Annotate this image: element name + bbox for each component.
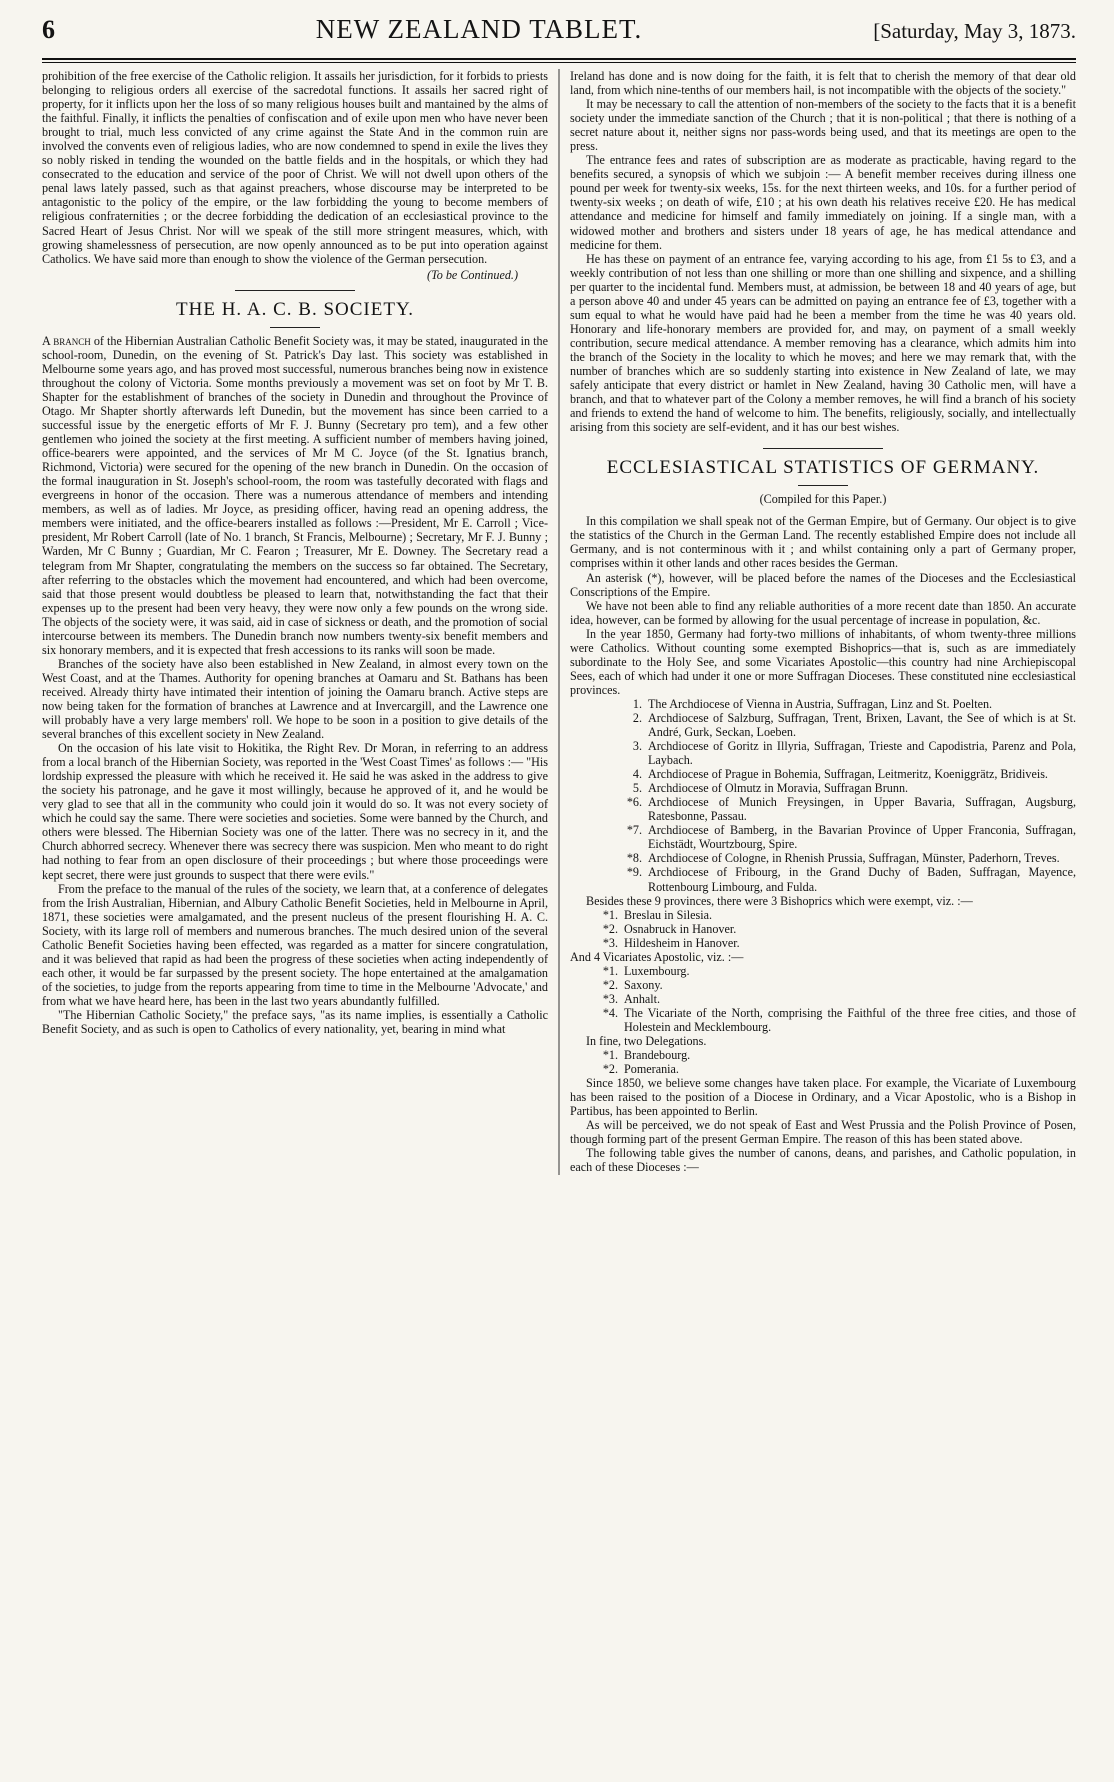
society-paragraph-8: He has these on payment of an entrance fee, varying according to his age, from £1 5s to £3, and a weekly contribution of not less than one shilling or more than one shilling and sixpence, and a shilling per quarter to the incidental fund. Members must, at admission, be between 18 and 40 years of age, but a person above 40 and under 45 years can be admitted on paying an entrance fee of £3, together with a sum equal to what he would have paid had he been a member from the time he was 40 years old. Honorary and life-honorary members are provided for, and may, on payment of a small weekly contribution, secure medical attendance. A member removing has a clearance, which admits him into the branch of the Society in the locality to which he moves; and here we may remark that, with the number of branches which are so suddenly starting into existence in New Zealand of late, we may safely anticipate that every district or hamlet in New Zealand, having 30 Catholic men, will have a branch, and that to whatever part of the Colony a member removes, he will find a branch of his society and friends to extend the hand of welcome to him. The benefits, religiously, socially, and intellectually arising from this society are self-evident, and it has our best wishes. — [570, 251, 1076, 435]
bishoprics-list — [570, 908, 1076, 950]
province-item-number: *9. — [626, 865, 642, 880]
delegations-list — [570, 1048, 1076, 1076]
right-column — [570, 69, 1076, 1175]
province-item — [570, 851, 1076, 865]
bishopric-item — [570, 922, 1076, 936]
province-item-text: Archdiocese of Olmutz in Moravia, Suffragan Brunn. — [648, 781, 909, 796]
society-paragraph-7: The entrance fees and rates of subscription are as moderate as practicable, having regard to the benefits secured, a synopsis of which we subjoin :— A benefit member receives during illness one pound per week for twenty-six weeks, 15s. for the next thirteen weeks, and 10s. for a further period of twenty-six weeks ; on death of wife, £10 ; at his own death his relatives receive £20. He has medical attendance and medicine for himself and family immediately on joining. If a single man, with a widowed mother and brothers and sisters under 18 years of age, he has medical attendance and medicine for them. — [570, 153, 1076, 252]
province-item — [570, 697, 1076, 711]
bishopric-item-text: Hildesheim in Hanover. — [624, 935, 740, 950]
issue-date: [Saturday, May 3, 1873. — [873, 19, 1076, 43]
page-number: 6 — [42, 15, 55, 44]
vicariate-item — [570, 992, 1076, 1006]
delegation-item-text: Brandebourg. — [624, 1048, 691, 1063]
vicariate-item-text: Anhalt. — [624, 991, 661, 1006]
society-paragraph-1 — [42, 334, 548, 657]
newspaper-title: NEW ZEALAND TABLET. — [315, 14, 643, 44]
province-item-number: *6. — [626, 795, 642, 810]
eccl-paragraph-6: As will be perceived, we do not speak of East and West Prussia and the Polish Province of Posen, though forming part of the present German Empire. The reason of this has been stated above. — [570, 1118, 1076, 1147]
province-item — [570, 711, 1076, 739]
society-paragraph-4: From the preface to the manual of the rules of the society, we learn that, at a conference of delegates from the Irish Australian, Hibernian, and Albury Catholic Benefit Societies, held in Melbourne in April, 1871, these societies were amalgamated, and the present nucleus of the present flourishing H. A. C. Society, with its large roll of members and numerous branches. The much desired union of the several Catholic Benefit Societies having been effected, was regarded as a matter for sincere congratulation, and it was believed that rapid as had been the progress of these societies when acting independently of each other, it would be far surpassed by the present society. The hope entertained at the amalgamation of the societies, to judge from the reports appearing from time to time in the Melbourne 'Advocate,' and from what we have heard here, has been in the last two years abundantly fulfilled. — [42, 881, 548, 1008]
bishopric-item-number: *1. — [602, 907, 618, 922]
persecution-paragraph: prohibition of the free exercise of the Catholic religion. It assails her jurisdiction, for it forbids to priests belonging to religious orders all exercise of the sacredotal functions. It assails her sacred right of property, for it inflicts upon her the loss of so many religious houses built and mantained by the alms of the faithful. Finally, it inflicts the penalties of confiscation and of exile upon men who have never been brought to trial, much less convicted of any crime against the State And in the common ruin are involved the convents even of religious ladies, who are now condemned to spend in exile the lives they so nobly risked in tending the wounded on the battle fields and in the hospitals, or which they had consecrated to the education and service of the poor of Christ. We will not dwell upon others of the penal laws lately passed, such as that against preachers, whose discourse may be interpreted to be antagonistic to the policy of the empire, or the law forbidding the young to become members of religious confraternities ; or the decree forbidding the dedication of an ecclesiastical province to the Sacred Heart of Jesus Christ. Nor will we speak of the still more stringent measures, which, with growing shamelessness of persecution, are now openly announced as to be put into operation against Catholics. We have said more than enough to show the violence of the German persecution. — [42, 69, 548, 266]
society-paragraph-1-text: of the Hibernian Australian Catholic Benefit Society was, it may be stated, inaugurated in the school-room, Dunedin, on the evening of St. Patrick's Day last. This society was established in Melbourne some years ago, and has proved most successful, numerous branches being now in existence throughout the colony of Victoria. Some months previously a movement was set on foot by Mr T. B. Shapter for the establishment of branches of the society in Dunedin and throughout the Province of Otago. Mr Shapter shortly afterwards left Dunedin, but the movement has since been carried to a successful issue by the energetic efforts of Mr F. J. Bunny (Secretary pro tem), and a few other gentlemen who joined the society at the first meeting. A sufficient number of members having joined, office-bearers were appointed, and the services of Mr M C. Joyce (of the St. Ignatius branch, Richmond, Victoria) were secured for the opening of the new branch in Dunedin. On the occasion of the formal inauguration in St. Joseph's school-room, the room was tastefully decorated with flags and evergreens in honor of the occasion. There was a numerous attendance of members and intending members, as well as of ladies. Mr Joyce, as presiding officer, having read an opening address, the members were initiated, and the office-bearers installed as follows :—President, Mr E. Carroll ; Vice-president, Mr Robert Carroll (late of No. 1 branch, St Francis, Melbourne) ; Secretary, Mr F. J. Bunny ; Warden, Mr C Bunny ; Guardian, Mr C. Fearon ; Treasurer, Mr E. Downey. The Secretary read a telegram from Mr Shapter, congratulating the members on the success so far obtained. The Secretary, after referring to the obstacles which the movement had encountered, and which had been overcome, said that those present would doubtless be pleased to learn that, notwithstanding the fact that their expenses up to the present had been very heavy, they were now only a few pounds on the wrong side. The objects of the society were, it was said, aid in case of sickness or death, and the promotion of social intercourse between its members. The Dunedin branch now numbers twenty-six benefit members and six honorary members, and it is expected that fresh accessions to its ranks will soon be made. — [42, 333, 548, 657]
bishopric-item — [570, 936, 1076, 950]
province-item-number: 3. — [632, 739, 642, 754]
vicariate-item — [570, 978, 1076, 992]
eccl-paragraph-2: An asterisk (*), however, will be placed before the names of the Dioceses and the Ecclesiastical Conscriptions of the Empire. — [570, 570, 1076, 599]
eccl-paragraph-1: In this compilation we shall speak not of the German Empire, but of Germany. Our object is to give the statistics of the Church in the German Land. The recently established Empire does not include all Germany, and is not conterminous with it ; and whilst containing only a part of Germany proper, comprises within it other lands and other races besides the German. — [570, 514, 1076, 571]
bishopric-item-text: Osnabruck in Hanover. — [624, 921, 737, 936]
section-divider — [235, 290, 355, 291]
province-item — [570, 823, 1076, 851]
masthead — [42, 14, 1076, 52]
eccl-paragraph-5: Since 1850, we believe some changes have taken place. For example, the Vicariate of Luxembourg has been raised to the position of a Diocese in Ordinary, and a Vicar Apostolic, who is a Bishop in Partibus, has been appointed to Berlin. — [570, 1076, 1076, 1119]
society-paragraph-6: It may be necessary to call the attention of non-members of the society to the facts that it is a benefit society under the immediate sanction of the Church ; that it is non-political ; that there is nothing of a secret nature about it, neither signs nor pass-words being used, and that its meetings are open to the press. — [570, 97, 1076, 154]
delegation-item — [570, 1062, 1076, 1076]
vicariates-list — [570, 964, 1076, 1034]
vicariates-intro: And 4 Vicariates Apostolic, viz. :— — [570, 949, 744, 964]
province-item — [570, 781, 1076, 795]
delegation-item-number: *2. — [602, 1062, 618, 1077]
province-item — [570, 739, 1076, 767]
province-item-text: Archdiocese of Salzburg, Suffragan, Trent, Brixen, Lavant, the See of which is at St. André, Gurk, Seckan, Loeben. — [648, 710, 1076, 740]
bishopric-item — [570, 908, 1076, 922]
columns — [42, 69, 1076, 1175]
vicariate-item-text: Saxony. — [624, 977, 663, 992]
province-item-number: *8. — [626, 851, 642, 866]
continued-note: (To be Continued.) — [427, 267, 518, 282]
vicariate-item-number: *3. — [602, 991, 618, 1006]
delegation-item-number: *1. — [602, 1048, 618, 1063]
vicariate-item-number: *4. — [602, 1005, 618, 1020]
left-column — [42, 69, 548, 1175]
province-item-text: The Archdiocese of Vienna in Austria, Suffragan, Linz and St. Poelten. — [648, 696, 993, 711]
eccl-paragraph-3: We have not been able to find any reliable authorities of a more recent date than 1850. An accurate idea, however, can be formed by allowing for the usual percentage of increase in population, &c. — [570, 598, 1076, 627]
bishopric-item-number: *2. — [602, 921, 618, 936]
vicariate-item-text: The Vicariate of the North, comprising the Faithful of the three free cities, and those of Holestein and Mecklembourg. — [624, 1005, 1076, 1034]
province-item-number: 1. — [632, 696, 642, 711]
province-item-number: 2. — [632, 710, 642, 725]
province-item-text: Archdiocese of Prague in Bohemia, Suffragan, Leitmeritz, Koeniggrätz, Bridiveis. — [648, 767, 1048, 782]
heading-divider — [798, 485, 848, 486]
province-item — [570, 795, 1076, 823]
province-item-text: Archdiocese of Fribourg, in the Grand Duchy of Baden, Suffragan, Mayence, Rottenbourg Limbourg, and Fulda. — [648, 865, 1076, 894]
ecclesiastical-heading: ECCLESIASTICAL STATISTICS OF GERMANY. — [606, 457, 1040, 479]
vicariate-item — [570, 964, 1076, 978]
vicariate-item-text: Luxembourg. — [624, 963, 690, 978]
provinces-list — [570, 697, 1076, 894]
province-item-number: *7. — [626, 823, 642, 838]
bishoprics-intro: Besides these 9 provinces, there were 3 Bishoprics which were exempt, viz. :— — [586, 893, 973, 908]
province-item-text: Archdiocese of Bamberg, in the Bavarian Province of Upper Franconia, Suffragan, Eichstädt, Wourtzbourg, Spire. — [648, 823, 1076, 852]
heading-divider — [270, 327, 320, 328]
province-item — [570, 865, 1076, 893]
province-item-text: Archdiocese of Munich Freysingen, in Upper Bavaria, Suffragan, Augsburg, Ratesbonne, Passau. — [648, 795, 1076, 824]
province-item-text: Archdiocese of Cologne, in Rhenish Prussia, Suffragan, Münster, Paderhorn, Treves. — [648, 851, 1060, 866]
society-paragraph-3: On the occasion of his late visit to Hokitika, the Right Rev. Dr Moran, in referring to an address from a local branch of the Hibernian Society, was reported in the 'West Coast Times' as follows :— "His lordship expressed the pleasure with which he received it. He said he was asked in the address to give the society his patronage, and he gave it most willingly, because he approved of it, and he would be very glad to see that all in the community who could join it would do so. It was not every society of which he could say the same. There were societies and societies. Some were banned by the Church, and others were blessed. The Hibernian Society was one of the latter. There was no secrecy in it, and the Church abhorred secrecy. Whenever there was secrecy there was suspicion. Men who meant to do right had nothing to fear from an open disclosure of their proceedings ; but where those proceedings were kept secret, there were just grounds to suspect that there were evils." — [42, 741, 548, 882]
vicariate-item-number: *1. — [602, 963, 618, 978]
masthead-rule — [42, 58, 1076, 63]
province-item — [570, 767, 1076, 781]
society-paragraph-5: "The Hibernian Catholic Society," the preface says, "as its name implies, is essentially a Catholic Benefit Society, and as such is open to Catholics of every nationality, yet, bearing in mind what — [42, 1008, 548, 1037]
section-divider — [763, 448, 883, 449]
eccl-paragraph-4: In the year 1850, Germany had forty-two millions of inhabitants, of whom twenty-three millions were Catholics. Without counting some exempted Bishoprics—that is, such as are immediately subordinate to the Holy See, and some Vicariates Apostolic—this country had nine Archiepiscopal Sees, each of which had under it one or more Suffragan Dioceses. These constituted nine ecclesiastical provinces. — [570, 626, 1076, 697]
province-item-number: 5. — [632, 781, 642, 796]
bishopric-item-text: Breslau in Silesia. — [624, 907, 713, 922]
eccl-paragraph-7: The following table gives the number of canons, deans, and parishes, and Catholic population, in each of these Dioceses :— — [570, 1146, 1076, 1175]
compiled-note: (Compiled for this Paper.) — [759, 492, 887, 507]
society-paragraph-2: Branches of the society have also been established in New Zealand, in almost every town on the West Coast, and at the Thames. Authority for opening branches at Oamaru and St. Bathans has been received. Already thirty have intimated their intention of joining the Oamaru branch. Active steps are now being taken for the formation of branches at Lawrence and at Invercargill, and the Lawrence one will probably have a very large members' roll. We hope to be soon in a position to give details of the several branches of this excellent society in New Zealand. — [42, 656, 548, 742]
society-continued-paragraph: Ireland has done and is now doing for the faith, it is felt that to cherish the memory of that dear old land, from which nine-tenths of our members hail, is not incompatible with the objects of the society." — [570, 69, 1076, 98]
delegations-intro: In fine, two Delegations. — [586, 1034, 707, 1049]
province-item-text: Archdiocese of Goritz in Illyria, Suffragan, Trieste and Capodistria, Parenz and Pola, Laybach. — [648, 739, 1076, 768]
lead-words: A branch — [42, 333, 91, 348]
delegation-item-text: Pomerania. — [624, 1062, 679, 1077]
delegation-item — [570, 1048, 1076, 1062]
province-item-number: 4. — [632, 767, 642, 782]
vicariate-item — [570, 1006, 1076, 1034]
society-heading: THE H. A. C. B. SOCIETY. — [176, 298, 414, 320]
bishopric-item-number: *3. — [602, 935, 618, 950]
vicariate-item-number: *2. — [602, 977, 618, 992]
